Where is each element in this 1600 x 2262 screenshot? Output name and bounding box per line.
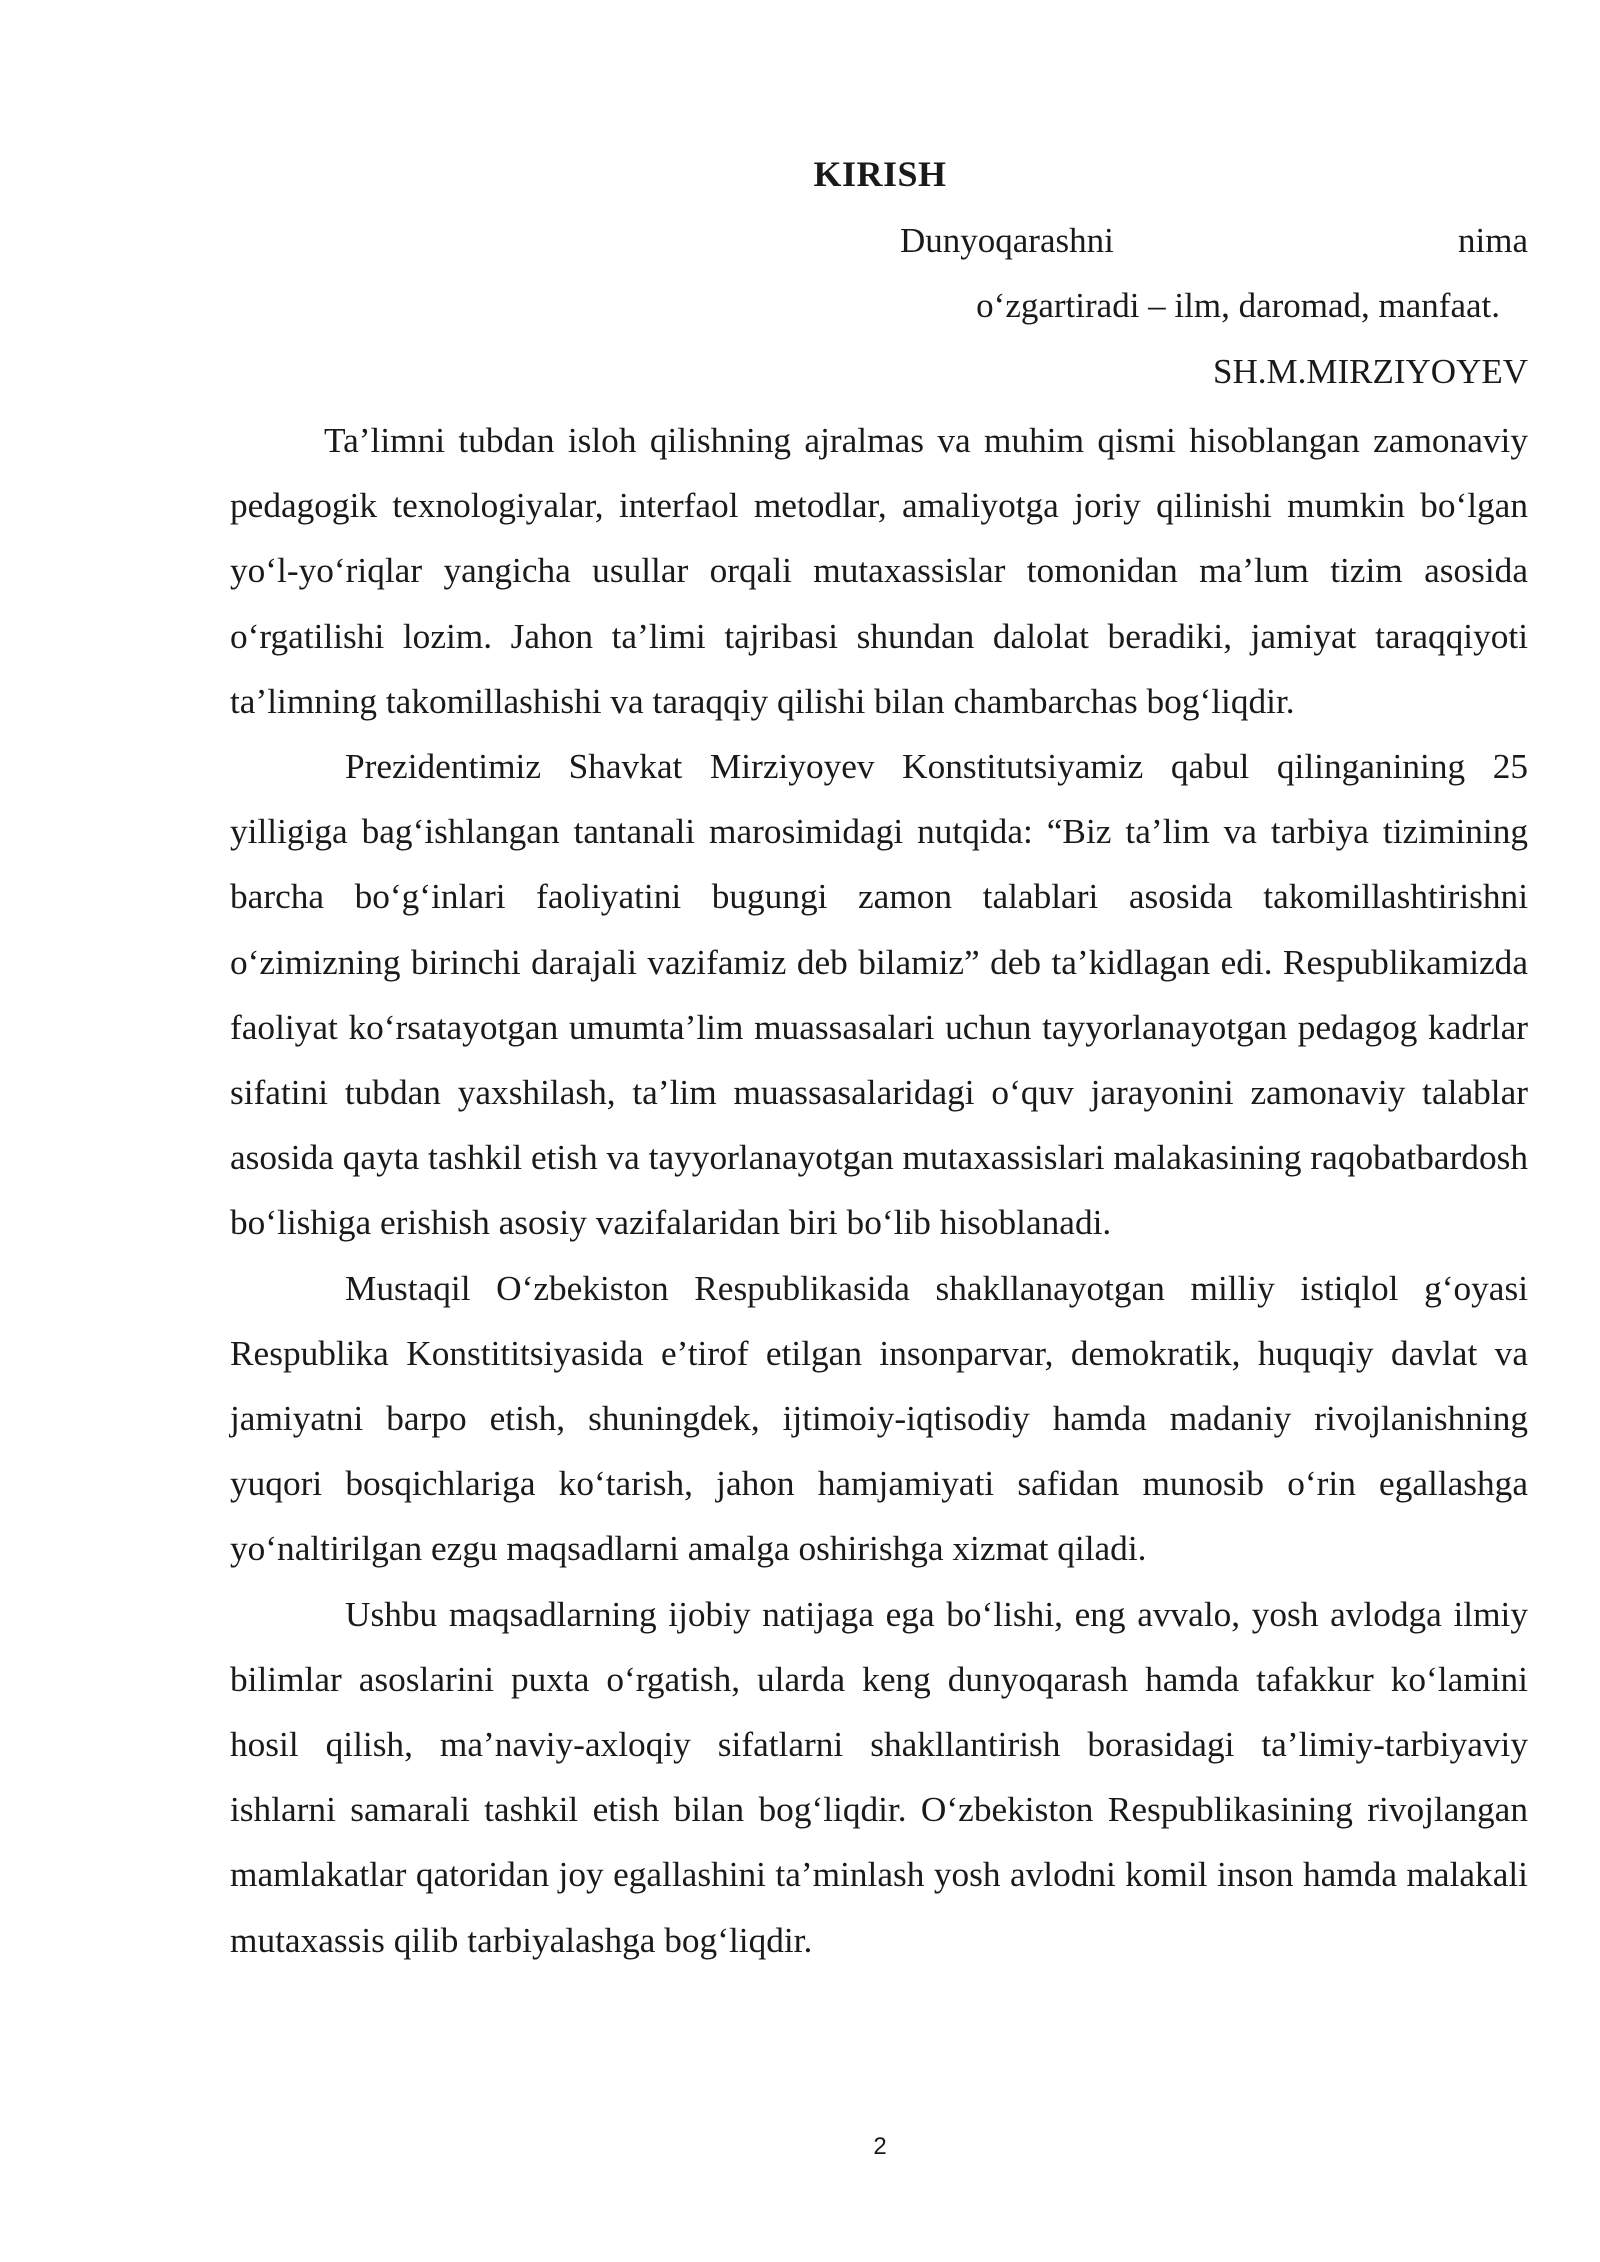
- section-title: KIRISH: [813, 154, 947, 194]
- paragraph: Mustaqil O‘zbekiston Respublikasida shakllanayotgan milliy istiqlol g‘oyasi Respublika Konstititsiyasida e’tirof etilgan insonparvar, demokratik, huquqiy davlat va jamiyatni barpo etish, shuningdek, ijtimoiy-iqtisodiy hamda madaniy rivojlanishning yuqori bosqichlariga ko‘tarish, jahon hamjamiyati safidan munosib o‘rin egallashga yo‘naltirilgan ezgu maqsadlarni amalga oshirishga xizmat qiladi.: [230, 1268, 1528, 1569]
- epigraph-author: SH.M.MIRZIYOYEV: [1213, 352, 1528, 391]
- paragraph: Prezidentimiz Shavkat Mirziyoyev Konstitutsiyamiz qabul qilinganining 25 yilligiga bag‘ishlangan tantanali marosimidagi nutqida: “Biz ta’lim va tarbiya tizimining barcha bo‘g‘inlari faoliyatini bugungi zamon talablari asosida takomillashtirishni o‘zimizning birinchi darajali vazifamiz deb bilamiz” deb ta’kidlagan edi. Respublikamizda faoliyat ko‘rsatayotgan umumta’lim muassasalari uchun tayyorlanayotgan pedagog kadrlar sifatini tubdan yaxshilash, ta’lim muassasalaridagi o‘quv jarayonini zamonaviy talablar asosida qayta tashkil etish va tayyorlanayotgan mutaxassislari malakasining raqobatbardosh bo‘lishiga erishish asosiy vazifalaridan biri bo‘lib hisoblanadi.: [230, 747, 1528, 1243]
- paragraph: Ushbu maqsadlarning ijobiy natijaga ega bo‘lishi, eng avvalo, yosh avlodga ilmiy bilimlar asoslarini puxta o‘rgatish, ularda keng dunyoqarash hamda tafakkur ko‘lamini hosil qilish, ma’naviy-axloqiy sifatlarni shakllantirish borasidagi ta’limiy-tarbiyaviy ishlarni samarali tashkil etish bilan bog‘liqdir. O‘zbekiston Respublikasining rivojlangan mamlakatlar qatoridan joy egallashini ta’minlash yosh avlodni komil inson hamda malakali mutaxassis qilib tarbiyalashga bog‘liqdir.: [230, 1594, 1528, 1960]
- epigraph-line-1: Dunyoqarashni nima: [900, 221, 1528, 260]
- page-number: 2: [873, 2133, 887, 2160]
- epigraph-line-2: o‘zgartiradi – ilm, daromad, manfaat.: [976, 286, 1500, 325]
- body-text: [230, 408, 1528, 1973]
- paragraph: Ta’limni tubdan isloh qilishning ajralmas va muhim qismi hisoblangan zamonaviy pedagogik texnologiyalar, interfaol metodlar, amaliyotga joriy qilinishi mumkin bo‘lgan yo‘l-yo‘riqlar yangicha usullar orqali mutaxassislar tomonidan ma’lum tizim asosida o‘rgatilishi lozim. Jahon ta’limi tajribasi shundan dalolat beradiki, jamiyat taraqqiyoti ta’limning takomillashishi va taraqqiy qilishi bilan chambarchas bog‘liqdir.: [230, 421, 1528, 721]
